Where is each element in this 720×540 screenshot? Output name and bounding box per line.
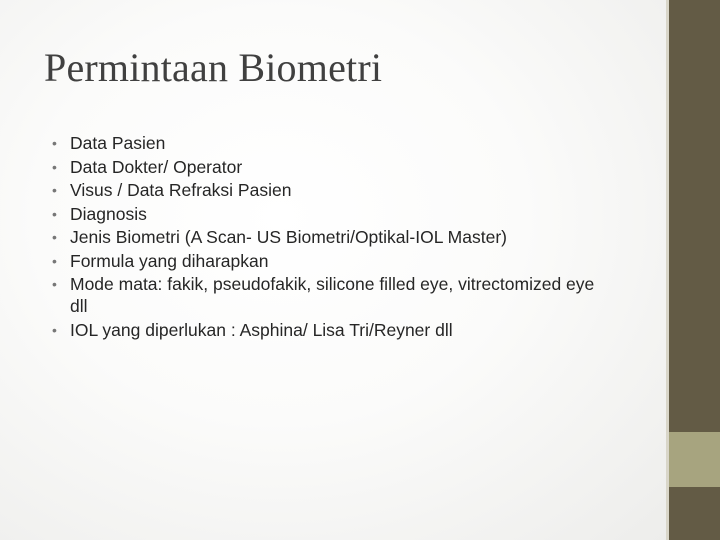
bullet-text: Diagnosis xyxy=(70,203,147,224)
bullet-text: Formula yang diharapkan xyxy=(70,250,269,271)
slide-title: Permintaan Biometri xyxy=(44,45,383,90)
bullet-item xyxy=(52,273,612,317)
bullet-dot: • xyxy=(52,276,57,292)
bullet-dot: • xyxy=(52,229,57,245)
bullet-text: Visus / Data Refraksi Pasien xyxy=(70,180,292,200)
bullet-list xyxy=(52,132,612,342)
bullet-text: IOL yang diperlukan : Asphina/ Lisa Tri/Reyner dll xyxy=(70,319,453,340)
bullet-text: Data Pasien xyxy=(70,133,166,153)
bullet-text: Data Dokter/ Operator xyxy=(70,156,243,177)
bullet-text: Mode mata: fakik, pseudofakik, silicone filled eye, vitrectomized eye dll xyxy=(70,274,595,316)
decorative-accent-block xyxy=(669,432,720,487)
bullet-dot: • xyxy=(52,182,57,198)
bullet-item xyxy=(52,226,612,248)
bullet-item xyxy=(52,132,612,154)
bullet-dot: • xyxy=(52,205,57,222)
bullet-item xyxy=(52,156,612,178)
bullet-item xyxy=(52,179,612,201)
bullet-item xyxy=(52,319,612,341)
bullet-item xyxy=(52,203,612,225)
bullet-dot: • xyxy=(52,321,57,338)
bullet-dot: • xyxy=(52,252,57,269)
bullet-dot: • xyxy=(52,135,57,151)
bullet-text: Jenis Biometri (A Scan- US Biometri/Optikal-IOL Master) xyxy=(70,227,507,247)
bullet-item xyxy=(52,250,612,272)
bullet-dot: • xyxy=(52,158,57,175)
